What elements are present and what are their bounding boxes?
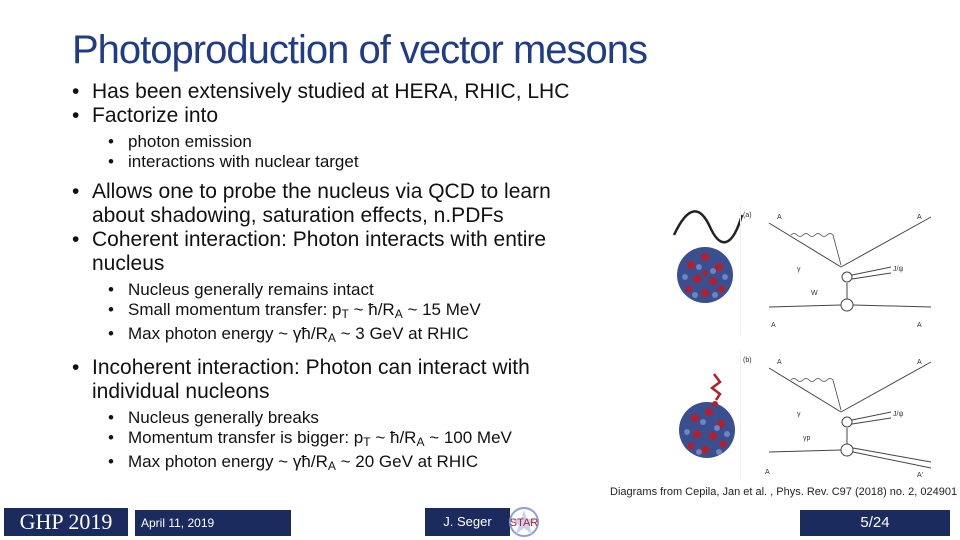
slide-title: Photoproduction of vector mesons	[72, 28, 648, 72]
sub-bullet-photon-emission: • photon emission	[108, 132, 632, 152]
text-segment: ~ 20 GeV at RHIC	[335, 452, 479, 471]
diagram-label: A'	[917, 472, 924, 479]
sub-bullet-bigger-momentum	[108, 428, 632, 452]
photon-wave-icon	[670, 205, 746, 249]
diagram-label: γ	[797, 411, 801, 418]
text-segment: ~ 3 GeV at RHIC	[335, 324, 469, 343]
sub-bullet-breaks: • Nucleus generally breaks	[108, 408, 632, 428]
sub-bullet-intact: • Nucleus generally remains intact	[108, 280, 632, 300]
bullet-coherent	[72, 228, 632, 276]
bullet-hera: • Has been extensively studied at HERA, RHIC, LHC	[72, 80, 632, 104]
sub-bullet-interactions: • interactions with nuclear target	[108, 152, 632, 172]
diagram-tag: (b)	[743, 357, 752, 364]
text-segment: Max photon energy ~ γħ/R	[128, 324, 328, 343]
bullet-coherent-line1: Coherent interaction: Photon interacts with entire	[92, 228, 547, 251]
star-logo-icon	[498, 507, 550, 537]
diagram-tag: (a)	[743, 212, 752, 219]
diagram-label: A	[777, 214, 782, 221]
subscript: A	[327, 459, 336, 473]
diagram-credit: Diagrams from Cepila, Jan et al. , Phys. Rev. C97 (2018) no. 2, 024901	[610, 486, 958, 498]
text-segment: ~ 100 MeV	[424, 428, 512, 447]
bullet-factorize: • Factorize into	[72, 104, 632, 128]
sub-bullet-small-momentum	[108, 300, 632, 324]
text-segment: Max photon energy ~ γħ/R	[128, 452, 328, 471]
subscript: T	[363, 435, 371, 449]
subscript: A	[394, 307, 403, 321]
diagram-label: A	[771, 322, 776, 329]
diagram-label: A	[917, 322, 922, 329]
bullet-probe	[72, 180, 632, 228]
diagram-label: γ	[797, 266, 801, 273]
subscript: A	[327, 331, 336, 345]
feynman-diagram-incoherent	[740, 350, 936, 480]
footer-author: J. Seger	[425, 508, 510, 536]
feynman-diagram-coherent	[740, 205, 936, 335]
star-logo-text: STAR	[509, 517, 539, 529]
diagram-label: J/ψ	[893, 266, 904, 273]
subscript: T	[341, 307, 349, 321]
diagram-label: W	[811, 290, 818, 297]
bullet-coherent-line2: nucleus	[92, 252, 165, 275]
text-segment: ~ 15 MeV	[402, 300, 481, 319]
bullet-incoherent-line1: Incoherent interaction: Photon can interact with	[92, 356, 530, 379]
text-segment: Small momentum transfer: p	[128, 300, 342, 319]
page-number: 5/24	[800, 510, 950, 536]
text-segment: ~ ħ/R	[370, 428, 417, 447]
conference-logo: GHP 2019	[4, 508, 128, 536]
bullet-incoherent	[72, 356, 632, 404]
diagram-label: γp	[803, 435, 811, 442]
bullet-list	[72, 80, 632, 476]
diagram-label: A	[917, 214, 922, 221]
sub-bullet-max-energy-incoherent	[108, 452, 632, 476]
text-segment: ~ ħ/R	[348, 300, 395, 319]
footer-date: April 11, 2019	[135, 510, 291, 536]
nucleus-coherent-icon	[675, 245, 735, 305]
bullet-probe-line2: about shadowing, saturation effects, n.PDFs	[92, 204, 504, 227]
bullet-probe-line1: Allows one to probe the nucleus via QCD to learn	[92, 180, 551, 203]
bullet-incoherent-line2: individual nucleons	[92, 380, 270, 403]
nucleus-incoherent-icon	[677, 398, 737, 460]
text-segment: Momentum transfer is bigger: p	[128, 428, 364, 447]
diagram-label: A	[777, 359, 782, 366]
diagram-label: A	[917, 359, 922, 366]
diagram-label: A	[765, 469, 770, 476]
subscript: A	[416, 435, 425, 449]
sub-bullet-max-energy-coherent	[108, 324, 632, 348]
diagram-label: J/ψ	[893, 411, 904, 418]
